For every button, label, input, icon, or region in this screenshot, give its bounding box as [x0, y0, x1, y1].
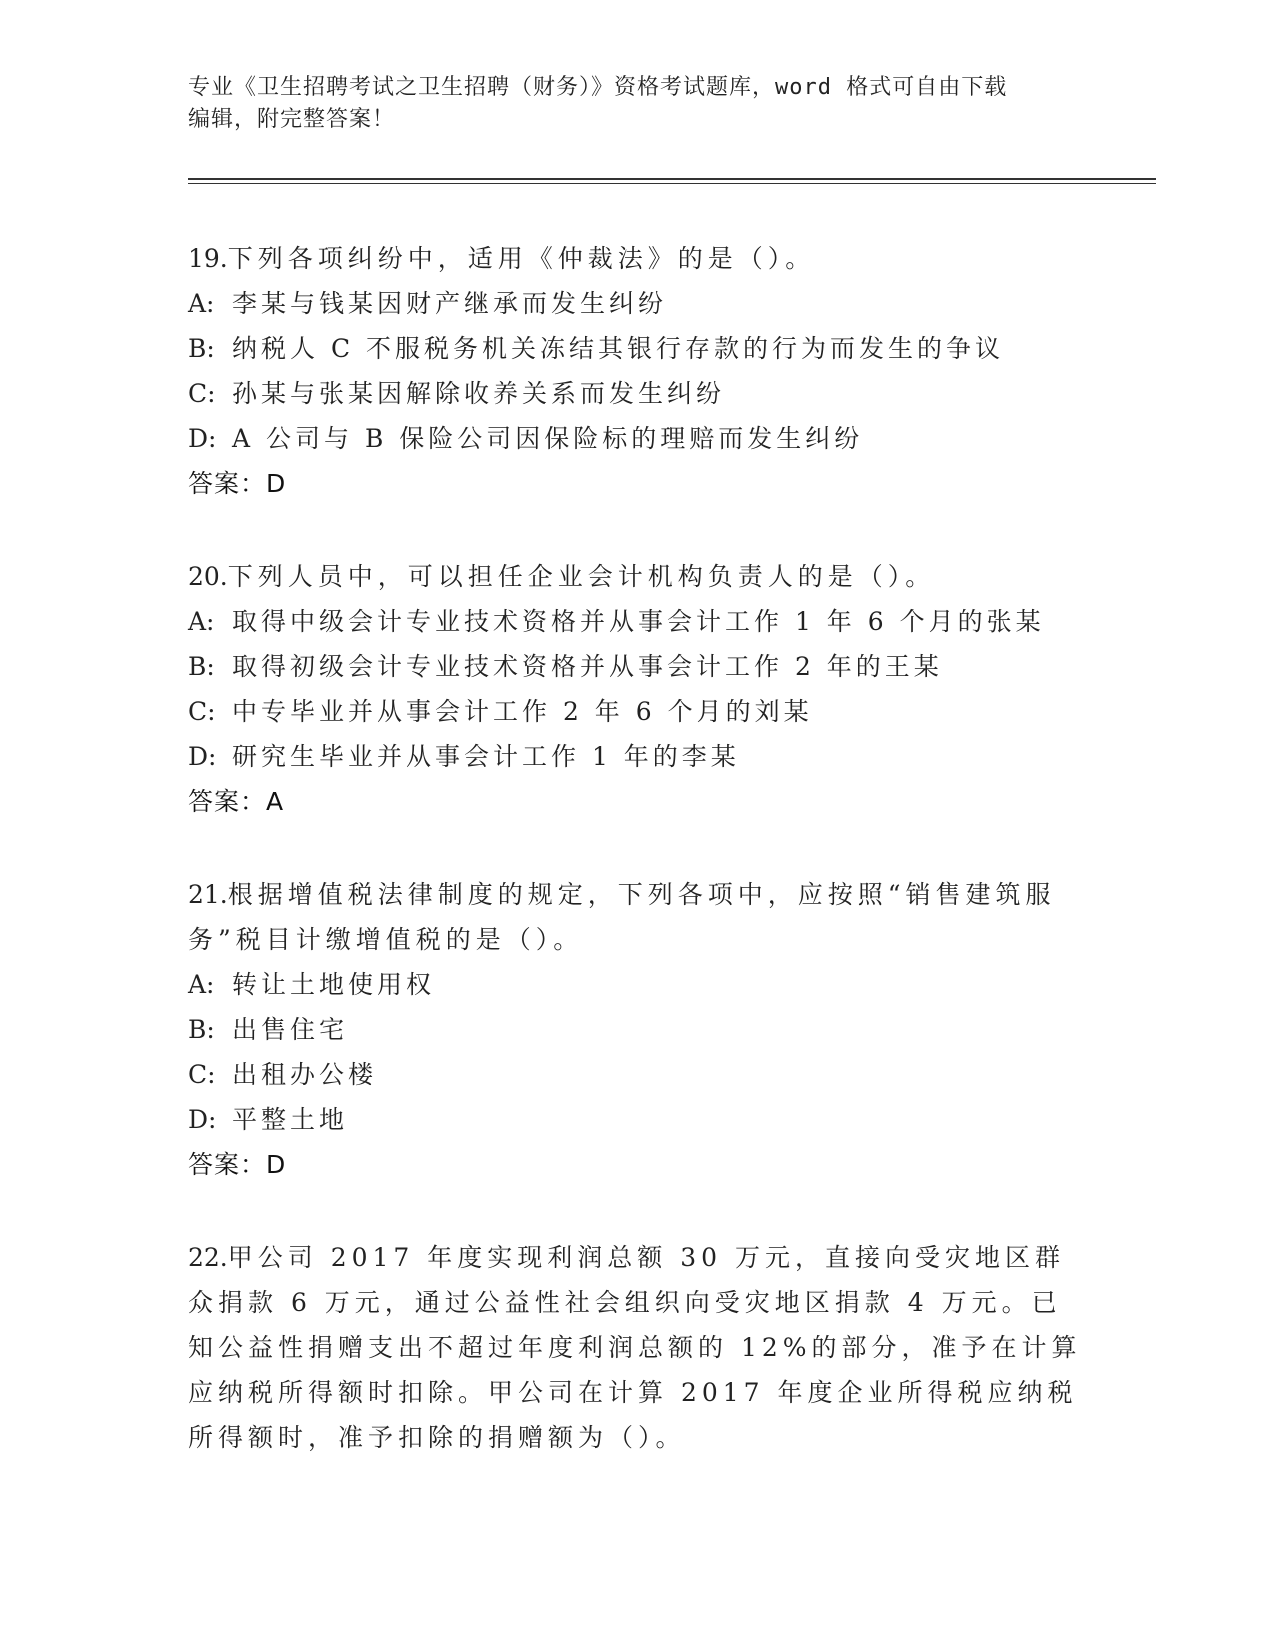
question-stem — [188, 1235, 1088, 1460]
question-22 — [188, 1235, 1088, 1460]
option-text: A 公司与 B 保险公司因保险标的理赔而发生纠纷 — [232, 424, 864, 453]
question-number: 20. — [188, 562, 228, 591]
header-line-1: 专业《卫生招聘考试之卫生招聘（财务）》资格考试题库，word 格式可自由下载 — [188, 75, 1008, 100]
option-key: A: — [188, 970, 215, 999]
option-text: 转让土地使用权 — [232, 970, 436, 999]
option-key: D: — [188, 424, 217, 453]
option-a — [188, 599, 1088, 644]
option-c — [188, 1052, 1088, 1097]
option-key: D: — [188, 742, 217, 771]
option-b — [188, 326, 1088, 371]
question-stem — [188, 872, 1088, 962]
header-divider-thin — [188, 183, 1156, 184]
option-text: 取得初级会计专业技术资格并从事会计工作 2 年的王某 — [232, 652, 943, 681]
option-d — [188, 416, 1088, 461]
option-b — [188, 644, 1088, 689]
option-key: A: — [188, 607, 215, 636]
option-b — [188, 1007, 1088, 1052]
answer-line: 答案：D — [188, 469, 287, 498]
option-key: B: — [188, 1015, 215, 1044]
option-key: D: — [188, 1105, 217, 1134]
answer-line: 答案：D — [188, 1150, 287, 1179]
question-text: 根据增值税法律制度的规定，下列各项中，应按照“销售建筑服务”税目计缴增值税的是（）。 — [188, 880, 1056, 954]
option-key: B: — [188, 652, 215, 681]
option-a — [188, 281, 1088, 326]
option-text: 出租办公楼 — [232, 1060, 378, 1089]
question-19 — [188, 236, 1088, 506]
header-divider-thick — [188, 178, 1156, 180]
option-d — [188, 734, 1088, 779]
header-line-2: 编辑，附完整答案！ — [188, 107, 396, 132]
option-key: C: — [188, 1060, 216, 1089]
question-stem — [188, 236, 1088, 281]
question-number: 19. — [188, 244, 228, 273]
question-stem — [188, 554, 1088, 599]
option-key: A: — [188, 289, 215, 318]
option-text: 李某与钱某因财产继承而发生纠纷 — [232, 289, 668, 318]
option-text: 纳税人 C 不服税务机关冻结其银行存款的行为而发生的争议 — [232, 334, 1005, 363]
question-text: 甲公司 2017 年度实现利润总额 30 万元，直接向受灾地区群众捐款 6 万元，通过公益性社会组织向受灾地区捐款 4 万元。已知公益性捐赠支出不超过年度利润总额的 12%的部分，准予在计算应纳税所得额时扣除。甲公司在计算 2017 年度企业所得税应纳税所得额时，准予扣除的捐赠额为（）。 — [188, 1243, 1082, 1452]
option-d — [188, 1097, 1088, 1142]
answer-line: 答案：A — [188, 787, 285, 816]
option-text: 取得中级会计专业技术资格并从事会计工作 1 年 6 个月的张某 — [232, 607, 1045, 636]
option-a — [188, 962, 1088, 1007]
option-key: C: — [188, 697, 216, 726]
question-number: 21. — [188, 880, 228, 909]
option-text: 研究生毕业并从事会计工作 1 年的李某 — [232, 742, 740, 771]
option-c — [188, 689, 1088, 734]
option-text: 平整土地 — [232, 1105, 349, 1134]
option-key: C: — [188, 379, 216, 408]
question-21 — [188, 872, 1088, 1187]
option-c — [188, 371, 1088, 416]
question-number: 22. — [188, 1243, 228, 1272]
question-text: 下列各项纠纷中，适用《仲裁法》的是（）。 — [227, 244, 816, 273]
option-text: 出售住宅 — [232, 1015, 349, 1044]
option-text: 中专毕业并从事会计工作 2 年 6 个月的刘某 — [232, 697, 813, 726]
question-list — [188, 236, 1088, 1508]
question-text: 下列人员中，可以担任企业会计机构负责人的是（）。 — [227, 562, 936, 591]
question-20 — [188, 554, 1088, 824]
option-key: B: — [188, 334, 215, 363]
document-header — [188, 72, 1088, 136]
option-text: 孙某与张某因解除收养关系而发生纠纷 — [232, 379, 726, 408]
